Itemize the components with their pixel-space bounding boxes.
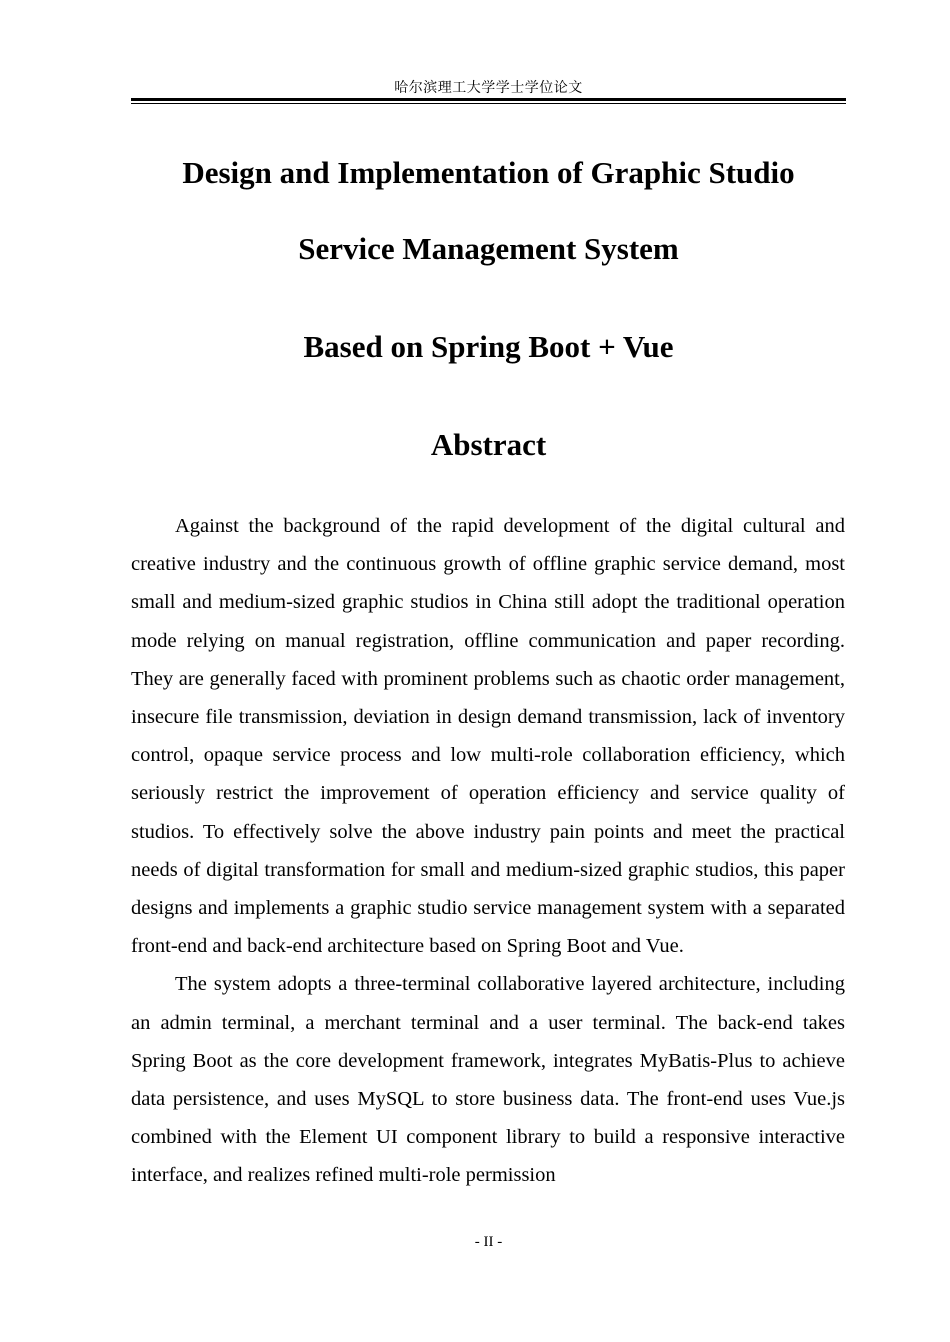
abstract-heading: Abstract — [430, 427, 547, 462]
abstract-paragraph: The system adopts a three-terminal collaborative layered architecture, including an admin terminal, a merchant terminal and a user terminal. The back-end takes Spring Boot as the core development framework, integrates MyBatis-Plus to achieve data persistence, and uses MySQL to store business data. The front-end uses Vue.js combined with the Element UI component library to build a responsive interactive interface, and realizes refined multi-role permission — [131, 973, 845, 1187]
abstract-body — [131, 507, 845, 1195]
paper-title-line-3: Based on Spring Boot + Vue — [303, 329, 674, 364]
header-rule-thick — [131, 98, 846, 101]
header-rule-thin — [131, 103, 846, 104]
abstract-paragraph: Against the background of the rapid development of the digital cultural and creative industry and the continuous growth of offline graphic service demand, most small and medium-sized graphic studios in China still adopt the traditional operation mode relying on manual registration, offline communication and paper recording. They are generally faced with prominent problems such as chaotic order management, insecure file transmission, deviation in design demand transmission, lack of inventory control, opaque service process and low multi-role collaboration efficiency, which seriously restrict the improvement of operation efficiency and service quality of studios. To effectively solve the above industry pain points and meet the practical needs of digital transformation for small and medium-sized graphic studios, this paper designs and implements a graphic studio service management system with a separated front-end and back-end architecture based on Spring Boot and Vue. — [131, 515, 845, 958]
paper-title-line-2: Service Management System — [298, 231, 679, 266]
page-number: - II - — [474, 1234, 503, 1250]
running-header: 哈尔滨理工大学学士学位论文 — [394, 80, 583, 96]
paper-title-line-1: Design and Implementation of Graphic Studio — [182, 155, 795, 190]
